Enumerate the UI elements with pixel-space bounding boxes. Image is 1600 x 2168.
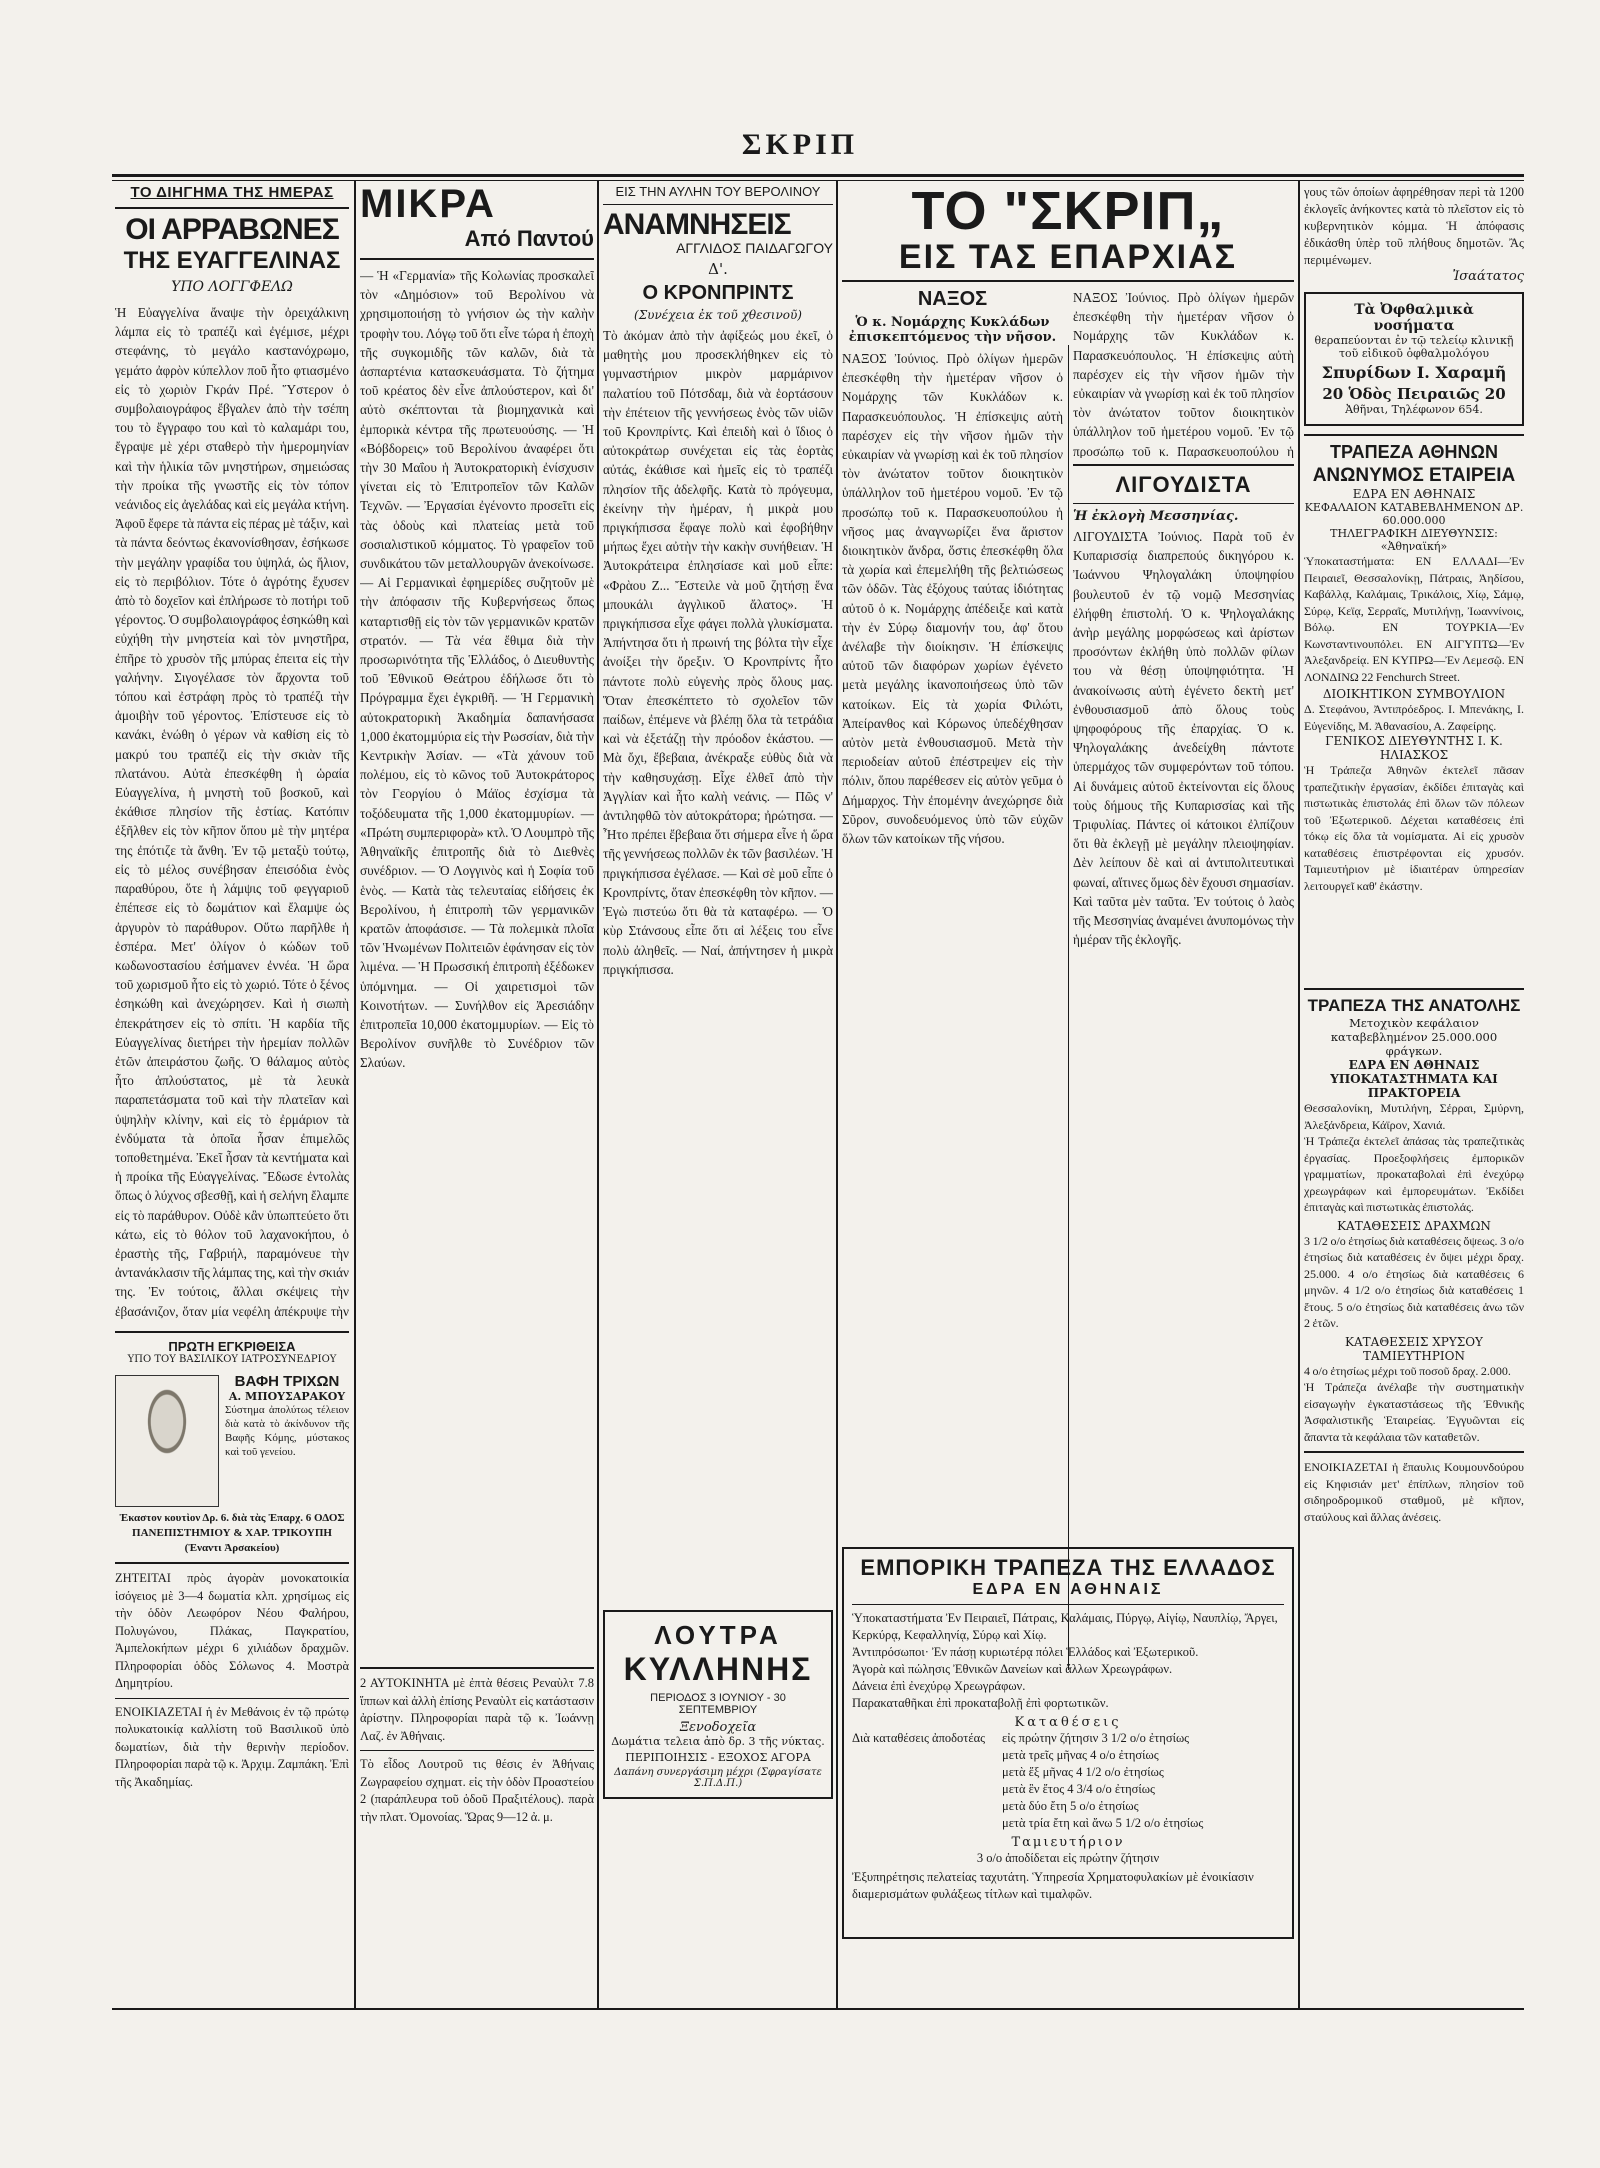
ad-hotel: Ξενοδοχεῖα	[679, 1720, 757, 1735]
miscellany-body: — Ἡ «Γερμανία» τῆς Κολωνίας προσκαλεῖ τὸν «Δημόσιον» τοῦ Βερολίνου νὰ χρησιμοποιήσῃ τὸ γνήσιον ὡς τὴν καλὴν τροφὴν του. Λόγῳ τοῦ ὅτι εἶνε τώρα ἡ ἐποχὴ τῆς συγκομιδῆς τῶν καλῶν, διὰ τὰ ἀσπαρτένια κατασκευάσματα. Τὸ ζήτημα τοῦ κρέατος δὲν εἶνε ἀπλούστερον, καὶ δι' αὐτὸ σκέπτονται τὰ βιομηχανικὰ καὶ ἐμπορικὰ κέντρα τῆς πρωτευούσης. — Ἡ «Βόβδορεις» τοῦ Βερολίνου ἀναφέρει ὅτι τὴν 30 Μαΐου ἡ Ἀυτοκρατορικὴ ἐνίσχυσιν γίνεται εἰς τὸ Ἐπιτροπεῖον τῶν Καλῶν Τεχνῶν. — Ἐργασίαι ἐγένοντο προσεῖτι εἰς τὰς ὁδοὺς καὶ πλατείας μετὰ τοῦ σοσιαλιστικοῦ κόμματος. Τὸ γραφεῖον τοῦ συνδικάτου τῶν μεταλλουργῶν ἀνεκοίνωσε. — Αἱ Γερμανικαὶ ἐφημερίδες συζητοῦν μὲ τὴν ἀπόφασιν τῆς Κυβερνήσεως ὅπως καταρτισθῇ εἰς τὸν τῶν γερμανικῶν κρατῶν στρατόν. — Τὰ νέα ἔθιμα διὰ τὴν προσωρινότητα τῆς Ἑλλάδος, ὁ Διευθυντὴς τοῦ Ἐθνικοῦ Θεάτρου ἐδήλωσε ὅτι τὸ Πρόγραμμα ἔχει ἐγκριθῆ. — Ἡ Γερμανικὴ αὐτοκρατορικὴ Ἀκαδημία δαπανήσασα 1,000 ἐκατομμύρια εἰς τὴν Ρωσσίαν, διὰ τὴν Κεντρικὴν Ἀσίαν. — «Τὰ χάνουν τοῦ πολέμου, εἰς τὸ κῶνος τοῦ Ἀυτοκράτορος τὸν Γεοργίου ὁ Μάϊος ἐσχίσμα τὰ τοξόδευματα τῆς 1,000 ἐκατομμυρίων. — «Πρώτη συμπεριφορὰ» κτλ. Ὁ Λουμπρὸ τῆς Ἀθηναϊκῆς ἐπιτροπῆς διὰ τὸ Διεθνὲς συνέδριον. — Ὁ Λογγινὸς καὶ ἡ Σοφία τοῦ ἑνὸς. — Κατὰ τὰς τελευταίας εἰδήσεις ἐκ Βερολίνου, ἡ ἐπιτροπὴ τῶν γερμανικῶν κρατῶν ἀποφάσισε. — Τὰ πολεμικὰ πλοῖα τῶν Ἡνωμένων Πολιτειῶν ἐφάνησαν εἰς τὸν λιμένα. — Ἡ Πρωσσική ἐπιτροπὴ ἐξέδωκεν ὑπόμνημα. — Οἱ χαιρετισμοὶ τῶν Κοινοτήτων. — Συνήλθον εἰς Ἀρεσιάδην ἐπιτροπεῖα 10,000 ἐκατομμυρίων. — Εἰς τὸ Βερολίνον συνῆλθε τὸ Συνέδριον τῶν Σλαύων.	[360, 268, 594, 1071]
section-lead: Ὁ κ. Νομάρχης Κυκλάδων ἐπισκεπτόμενος τὴν νῆσον.	[848, 315, 1057, 345]
deposits-title: Καταθέσεις	[1014, 1715, 1122, 1730]
ad-line: Παρακαταθῆκαι ἐπὶ προκαταβολῇ ἐπὶ φορτωτικῶν.	[852, 1696, 1109, 1710]
story-body: Ἡ Εὐαγγελίνα ἄναψε τὴν ὀρειχάλκινη λάμπα εἰς τὸ τραπέζι καὶ ἐγέμισε, μέχρι στεφάνης, τὸ μεγάλο καστανόχρωμο, γεμάτο ἀφρὸν κύπελλον ποῦ ἦτο φτιασμένο εἰς τὸ χωριὸν Γκράν Πρέ. Ὕστερον ὁ συμβολαιογράφος ἔβγαλεν ἀπὸ τὴν τσέπη του τὸ ἔγγραφο του καὶ τὸ καλαμάρι του, ἔγραψε μὲ χέρι σταθερὸ τὴν ἡμερομηνίαν καὶ τὴν ἡλικία τῶν μνηστήρων, σημειώσας τὴν προίκα τῆς γνωστῆς εἰς τὸν τόπον νεάνιδος εἰς ἀγελάδας καὶ εἰς μεγάλα κτήνη. Ἀφοῦ ἔφερε τὰ πάντα εἰς πέρας μὲ τάξιν, καὶ τὰ πάντα δεόντως ἐκανονίσθησαν, ἐσήκωσε τὴν μεγάλην γραφίδα του ὑψηλά, ὡς ἥλιον, εἰς τὸ περιβόλιον. Τότε ὁ ἀγρότης ἔχυσεν ἀπὸ τὸ δοχεῖον καὶ ἐπλήρωσε τὸ ποτήρι τοῦ γέροντος. Ὁ συμβολαιογράφος ἐσηκώθη καὶ εὐχήθη τὴν μνηστεία καὶ τὸν μνηστῆρα, ἐπῆρε τὸ χρυσὸν τῆς μπύρας ἐπειτα εἰς τὴν γαλήνην. Σιγογέλασε τὸν ἄρχοντα τοῦ τόπου καὶ ἐστράφη πρὸς τὸ τραπέζι τὴν ἀμοιβὴν τοῦ γέροντος. Ἐπίστευσε εἰς τὸ κανάκι, ἑνώθη ὁ γέρων νὰ καθίση εἰς τὸ μακρύ του τραπέζι εἰς τὴν σκιὰν τῆς πλατάνου. Αὐτὰ ἐπεσκέφθη ἡ ὡραία Εὐαγγελίνα, ἡ μνηστὴ τοῦ βοσκοῦ, καὶ ἐκάθισε πλησίον τῆς ἑστίας. Κατόπιν ἐξῆλθεν εἰς τὸν κῆπον ὅπου μὲ τὴν μητέρα της ἐπότιζε τὰ ἄνθη. Ἐν τῷ μεταξὺ τούτῳ, εἰς τὸ μέλος συνέβησαν ἐπεισόδια ἑνὸς παραθύρου, ὅτε ἡ λάμψις τοῦ φεγγαριοῦ ἐπέπεσε εἰς τὸ δωμάτιον καὶ ἔλαμψε ὡς ἀργυρὸν τὸ παράθυρον. Οὕτω παρῆλθε ἡ ἑσπέρα. Μετ' ὀλίγον ὁ κώδων τοῦ κωδωνοστασίου ἐσήμανεν ἐννέα. Ἡ ὥρα τοῦ χωρισμοῦ ἦτο εἰς τὸ χωριό. Τότε ὁ ξένος ἐσηκώθη καὶ ἀνεχώρησεν. Καὶ ἡ σιωπὴ ἐπεκράτησεν εἰς τὸ σπίτι. Ἡ καρδία τῆς Εὐαγγελίνας διετήρει τὴν ἠρεμίαν πολλῶν ἐτῶν ἀπειράστου ζωῆς. Ὁ θάλαμος αὐτὸς ἦτο ἁπλούστατος, μὲ τὰ λευκὰ παραπετάσματα τοῦ καὶ τὴν πλατεῖαν καὶ ὑψηλὴν κλίνην, καὶ εἰς τὸ ἐρμάριον τὰ ἐνδύματα τὰ ὁποῖα ἦσαν ἐπιμελῶς τοποθετημένα. Ἐκεῖ ἦσαν τὰ κεντήματα καὶ ἡ προίκα τῆς Εὐαγγελίνας. Ἔδωσε ἐντολὰς ὅπως ὁ λύχνος σβεσθῇ, καὶ ἡ σελήνη ἔλαμπε εἰς τὸ παράθυρον. Οὐδὲ κἂν ὑπωπτεύετο ὅτι κάτω, εἰς τὸ θόλον τοῦ λαχανοκήπου, ὁ ἐραστὴς τῆς, Γαβριήλ, παραμόνευε τὴν ἀντανάκλασιν τῆς λάμπας της, καὶ τὴν σκιάν της. Ἐν τούτοις, ἄλλαι σκέψεις τὴν ἐβασάνιζον, ὅταν μία νεφέλη ἀπέκρυψε τὴν	[115, 305, 349, 1319]
memoir-kicker: ΕΙΣ ΤΗΝ ΑΥΛΗΝ ΤΟΥ ΒΕΡΟΛΙΝΟΥ	[615, 184, 821, 199]
top-rule-thin	[112, 180, 1524, 181]
miscellany-title: ΜΙΚΡΑ	[360, 184, 496, 226]
bank-body: Ἡ Τράπεζα ἐκτελεῖ ἁπάσας τὰς τραπεζιτικὰς ἐργασίας. Προεξοφλήσεις ἐμπορικῶν γραμματίων, προκαταβολαὶ ἐπὶ ἐνεχύρῳ χρεωγράφων καὶ ἐμπορευμάτων. Ἐκδίδει ἐπιταγὰς καὶ πιστωτικὰς ἐπιστολάς.	[1304, 1134, 1524, 1214]
bank-seat: ΕΔΡΑ ΕΝ ΑΘΗΝΑΙΣ	[1352, 487, 1476, 501]
deposit-label: Διὰ καταθέσεις ἀποδοτέας	[852, 1731, 986, 1745]
ad-line1: ΠΡΩΤΗ ΕΓΚΡΙΘΕΙΣΑ	[168, 1339, 296, 1354]
bank-branches: Θεσσαλονίκη, Μυτιλήνη, Σέρραι, Σμύρνη, Ἀλεξάνδρεια, Κάϊρον, Χανιά.	[1304, 1101, 1524, 1132]
ad-name: Σπυρίδων Ι. Χαραμῆ	[1321, 363, 1507, 382]
bank-members: Δ. Στεφάνου, Ἀντιπρόεδρος. Ι. Μπενάκης, Ι. Εὐγενίδης, Μ. Ἀθανασίου, Α. Ζαφείρης.	[1304, 702, 1524, 733]
provinces-title-line2: ΕΙΣ ΤΑΣ ΕΠΑΡΧΙΑΣ	[898, 238, 1238, 276]
memoir-body: Τὸ ἀκόμαν ἀπὸ τὴν ἀφίξεώς μου ἐκεῖ, ὁ μαθητὴς μου προσεκλήθηκεν εἰς τὸ γυμναστήριον μικρὸν μαρμάρινον παλατίου τοῦ Πότσδαμ, διὰ νὰ ἑορτάσουν τὴν ἐπέτειον τῆς γεννήσεως ἑνὸς τῶν υἱῶν τοῦ Κρονπρίντς. Καὶ ἐπειδὴ καὶ ὁ ἴδιος ὁ αὐτοκράτωρ συνέχεται εἰς τὰς ἑορτὰς αὐτάς, ἐκάθισε καὶ ἡμεῖς εἰς τὸ τραπέζι πλησίον τῆς ἀδελφῆς. Κατὰ τὸ πρόγευμα, ἐκείνην τὴν ἡμέραν, ἡ μικρὰ μου πριγκήπισσα ἔφαγε πολὺ καὶ ἐφοβήθην μήπως ἔχει αὐτὴν τὴν κακὴν συνήθειαν. Ἡ Ἀυτοκράτειρα ἐπλησίασε καὶ μοῦ εἶπε: «Φρὰου Ζ... Ἔστειλε νὰ μοῦ ζητήσῃ ἕνα μπουκάλι ἀγγλικοῦ ἄλατος». Ἡ πριγκήπισσα εἶχε φάγει πολλὰ γλυκίσματα. Ἀπήντησα ὅτι ἡ πρωινή της βόλτα τὴν εἶχε ἀνοίξει τὴν ὄρεξιν. Ὁ Κρονπρίντς ἦτο πάντοτε πολὺ εὐγενὴς πρὸς ὅλους μας. Ὅταν ἐπεσκέπτετο τὸ σχολεῖον τῶν παίδων, ἐπέμενε νὰ βλέπῃ ὅλα τὰ τετράδια καὶ νὰ ἐξετάζῃ τὴν πρόοδον ἑκάστου. — Μὰ ὄχι, ἔβεβαια, ἀνέκραξε εὐθὺς διὰ νὰ τὴν καθησυχάσῃ. Εἶχε ἐλθεῖ ἀπὸ τὴν Ἀγγλίαν καὶ ἦτο καλὴ νεάνις. — Πῶς ν' ἀντιληφθῶ τὸν αὐτοκράτορα; ἠρώτησα. — Ἦτο πρέπει ἔβεβαια ὅτι σήμερα εἶνε ἡ ὥρα τῆς γεννήσεως πολλῶν ἐκ τῶν βασιλέων. Ἡ πριγκήπισσα ἐγέλασε. — Καὶ σὲ μοῦ εἶπε ὁ Κρονπρίντς, ὅταν ἐπεσκέφθη τὸν κῆπον. — Ἐγὼ πιστεύω ὅτι θὰ τὰ καταφέρω. — Ὁ κὺρ Στάνσους εἶπε ὅτι αἱ λέξεις του εἶνε πολὺ ἀληθεῖς. — Ναί, ἀπήντησεν ἡ μικρὰ πριγκήπισσα.	[603, 328, 833, 977]
ad-address: Ἐκαστον κουτὶον Δρ. 6. διὰ τὰς Ἐπαρχ. 6 ΟΔΟΣ ΠΑΝΕΠΙΣΤΗΜΙΟΥ & ΧΑΡ. ΤΡΙΚΟΥΠΗ (Ἐναντι Ἀρσακείου)	[119, 1512, 345, 1554]
divider	[115, 1562, 349, 1564]
rate-row: μετὰ ἕξ μῆνας 4 1/2 ο/ο ἐτησίως	[1002, 1765, 1164, 1779]
story-byline: ΥΠΟ ΛΟΓΓΦΕΛΩ	[171, 279, 293, 295]
story-title-line1: ΟΙ ΑΡΡΑΒΩΝΕΣ	[125, 213, 339, 246]
ligoudista-body: ΛΙΓΟΥΔΙΣΤΑ Ἰούνιος. Παρὰ τοῦ ἐν Κυπαρισσίᾳ διαπρεπούς δικηγόρου κ. Ἰωάννου Ψηλογαλάκη ὑποψηφίου βουλευτοῦ ἐν τῷ νομῷ Μεσσηνίας ἐλήφθη ἐπιστολή. Ὁ κ. Ψηλογαλάκης ἀνὴρ μεγάλης μορφώσεως καὶ ἀρίστων προσόντων ἐκλήθη ὑπὸ πολλῶν φίλων του νὰ θέσῃ ὑποψηφιότητα. Ἡ ἀνακοίνωσις αὐτὴ ἐγένετο δεκτὴ μετ' ἐνθουσιασμοῦ ἀπὸ ὅλους τοὺς ψηφοφόρους τῆς ἐπαρχίας. Ὁ κ. Ψηλογαλάκης ἀνεδείχθη πάντοτε ὑπερμάχος τῶν συμφερόντων τοῦ τόπου. Αἱ δυνάμεις αὐτοῦ ἐκτείνονται εἰς ὅλους τοὺς δήμους τῆς Κυπαρισσίας καὶ τῆς Τριφυλίας. Πάντες οἱ κάτοικοι ἐλπίζουν ὅτι θὰ ἐκλεγῇ μὲ μεγάλην πλειοψηφίαν. Δὲν λείπουν δὲ καὶ αἱ ἀντιπολιτευτικαὶ φωναί, αἵτινες ὅμως δὲν ἔχουσι σημασίαν. Καὶ ταῦτα μὲν ταῦτα. Ἐν τούτοις ὁ λαὸς τῆς Μεσσηνίας ἀναμένει ἀνυπομόνως τὴν ἡμέραν τῆς ἐκλογῆς.	[1073, 529, 1294, 948]
bank-subtitle: ΑΝΩΝΥΜΟΣ ΕΤΑΙΡΕΙΑ	[1312, 465, 1516, 486]
bank-telegraph: ΤΗΛΕΓΡΑΦΙΚΗ ΔΙΕΥΘΥΝΣΙΣ: «Ἀθηναϊκή»	[1330, 527, 1498, 553]
column-divider	[1298, 180, 1300, 2010]
banks-column	[1304, 184, 1524, 2004]
ad-title: ΕΜΠΟΡΙΚΗ ΤΡΑΠΕΖΑ ΤΗΣ ΕΛΛΑΔΟΣ	[860, 1555, 1276, 1580]
ad-maker: Α. ΜΠΟΥΣΑΡΑΚΟΥ	[228, 1390, 346, 1403]
rate-row: μετὰ τρία ἔτη καὶ ἄνω 5 1/2 ο/ο ἐτησίως	[1002, 1816, 1204, 1830]
miscellany-subtitle: Από Παντού	[464, 226, 594, 251]
section-lead: Ἡ ἐκλογὴ Μεσσηνίας.	[1073, 509, 1239, 524]
savings-line: 3 ο/ο ἀποδίδεται εἰς πρώτην ζήτησιν	[976, 1851, 1160, 1865]
memoir-subtitle: ΑΓΓΛΙΔΟΣ ΠΑΙΔΑΓΩΓΟΥ	[676, 240, 833, 256]
classified-ad: ΕΝΟΙΚΙΑΖΕΤΑΙ ἡ ἐν Μεθάνοις ἐν τῷ πρώτῳ πολυκατοικίᾳ καλλίστη τοῦ Βασιλικοῦ ὑπὸ δωματίων, διὰ τὴν θερινὴν περίοδον. Πληροφορίαι παρὰ τῷ κ. Ἀρχιμ. Ζαμπάκη. Ἐπὶ τῆς Ἀκαδημίας.	[115, 1704, 349, 1789]
memoir-part: Δ'.	[708, 260, 728, 278]
divider	[360, 1750, 594, 1751]
column-divider	[836, 180, 838, 2010]
ad-extra: ΠΕΡΙΠΟΙΗΣΙΣ - ΕΞΟΧΟΣ ΑΓΟΡΑ	[625, 1751, 811, 1764]
ad-footer: Ἐξυπηρέτησις πελατείας ταχυτάτη. Ὑπηρεσία Χρηματοφυλακίων μὲ ἐνοικίασιν διαμερισμάτων φυλάξεως τίτλων καὶ τιμαλφῶν.	[852, 1870, 1254, 1901]
divider	[842, 280, 1294, 282]
ophthalmology-ad	[1304, 292, 1524, 426]
provinces-title-line1: ΤΟ "ΣΚΡΙΠ„	[911, 184, 1225, 241]
divider	[115, 1331, 349, 1333]
memoir-continued: (Συνέχεια ἐκ τοῦ χθεσινοῦ)	[634, 308, 802, 322]
ad-line: Δάνεια ἐπὶ ἐνεχύρῳ Χρεωγράφων.	[852, 1679, 1026, 1693]
bank-capital: Μετοχικὸν κεφάλαιον καταβεβλημένον 25.000.000 φράγκων.	[1330, 1016, 1498, 1058]
ad-line: Ἀντιπρόσωποι· Ἐν πάσῃ κυριωτέρᾳ πόλει Ἑλλάδος καὶ Ἐξωτερικοῦ.	[852, 1645, 1199, 1659]
bank-title: ΤΡΑΠΕΖΑ ΤΗΣ ΑΝΑΤΟΛΗΣ	[1307, 996, 1521, 1015]
ad-note: Δαπάνη συνεργάσιμη μέχρι (Σφραγίσατε Σ.Π.Δ.Π.)	[614, 1767, 822, 1789]
bank-savings: 4 ο/ο ἐτησίως μέχρι τοῦ ποσοῦ δραχ. 2.000.	[1304, 1363, 1511, 1378]
bath-ad: Τὸ εἶδος Λουτροῦ τις θέσις ἐν Ἀθήναις Ζωγραφείου σχηματ. εἰς τὴν ὁδὸν Προαστείου 2 (παράπλευρα τοῦ ὁδοῦ Πραξιτέλους). παρὰ τὴν πλατ. Ὁμονοίας. Ὥρας 9—12 ἀ. μ.	[360, 1757, 594, 1824]
portrait-illustration	[115, 1375, 219, 1507]
section-heading: ΛΙΓΟΥΔΙΣΤΑ	[1115, 472, 1252, 497]
memoir-column	[603, 184, 833, 2004]
bank-director: ΓΕΝΙΚΟΣ ΔΙΕΥΘΥΝΤΗΣ Ι. Κ. ΗΛΙΑΣΚΟΣ	[1325, 734, 1503, 762]
rate-row: μετὰ τρεῖς μῆνας 4 ο/ο ἐτησίως	[1002, 1748, 1159, 1762]
bank-branches-title: ΥΠΟΚΑΤΑΣΤΗΜΑΤΑ ΚΑΙ ΠΡΑΚΤΟΡΕΙΑ	[1330, 1072, 1498, 1100]
bank-capital: ΚΕΦΑΛΑΙΟΝ ΚΑΤΑΒΕΒΛΗΜΕΝΟΝ ΔΡ. 60.000.000	[1304, 501, 1524, 527]
divider	[360, 258, 594, 260]
story-title-line2: ΤΗΣ ΕΥΑΓΓΕΛΙΝΑΣ	[123, 247, 341, 274]
hair-dye-ad	[115, 1339, 349, 1511]
memoir-section: Ο ΚΡΟΝΠΡΙΝΤΣ	[642, 282, 794, 304]
rate-row: εἰς πρώτην ζήτησιν 3 1/2 ο/ο ἐτησίως	[1002, 1731, 1190, 1745]
ad-product: ΒΑΦΗ ΤΡΙΧΩΝ	[234, 1373, 340, 1390]
bank-branches: Ὑποκαταστήματα: ΕΝ ΕΛΛΑΔΙ—Ἐν Πειραιεῖ, Θεσσαλονίκῃ, Πάτραις, Ἀηδίσου, Καβάλλᾳ, Καλάμαις, Τρικάλοις, Χίῳ, Σάμῳ, Σύρῳ, Κεϊᾳ, Σερραῖς, Μυτιλήνῃ, Ἰωαννίνοις, Βόλῳ. ΕΝ ΤΟΥΡΚΙΑ—Ἐν Κωνσταντινουπόλει. ΕΝ ΑΙΓΥΠΤΩ—Ἐν Ἀλεξανδρείᾳ. ΕΝ ΚΥΠΡΩ—Ἐν Λεμεσῷ. ΕΝ ΛΟΝΔΙΝΩ 22 Fenchurch Street.	[1304, 554, 1524, 684]
bank-more: Ἡ Τράπεζα ἀνέλαβε τὴν συστηματικὴν εἰσαγωγὴν ἐγκαταστάσεως τῆς Ἐθνικῆς Ἀσφαλιστικῆς Ἑταιρείας. Ἐγγυῶνται εἰς ἅπαντα τὰ κεφάλαια τῶν καταθετῶν.	[1304, 1380, 1524, 1444]
story-column	[115, 184, 349, 2004]
bank-seat: ΕΔΡΑ ΕΝ ΑΘΗΝΑΙΣ	[1348, 1058, 1480, 1072]
classified-ad: ΖΗΤΕΙΤΑΙ πρὸς ἀγορὰν μονοκατοικία ἰσόγειος μὲ 3—4 δωματία κλπ. χρησίμως εἰς τὴν ὁδὸν Λεωφόρον Νέου Φαλήρου, Πολυγώνου, Πλάκας, Παγκρατίου, Ἀμπελοκήπων μέχρι 6 χιλιάδων δραχμῶν. Πληροφορίαι ὁδὸς Σόλωνος 4. Μοστρὰ Δημητρίου.	[115, 1571, 349, 1690]
ad-branches: Ὑποκαταστήματα Ἐν Πειραιεῖ, Πάτραις, Καλάμαις, Πύργῳ, Αἰγίῳ, Ναυπλίῳ, Ἄργει, Κερκύρᾳ, Κεφαλληνίᾳ, Σύρῳ καὶ Χίῳ.	[852, 1611, 1278, 1642]
naxos-continued: ΝΑΞΟΣ Ἰούνιος. Πρὸ ὀλίγων ἡμερῶν ἐπεσκέφθη τὴν ἡμετέραν νῆσον ὁ Νομάρχης τῶν Κυκλάδων κ. Παρασκευόπουλος. Ἡ ἐπίσκεψις αὐτὴ παρέσχεν εἰς τὴν νῆσον ἡμῶν τὴν εὐκαιρίαν νὰ γνωρίσῃ καὶ ἐκ τοῦ πλησίον τὸν ἀνώτατον τοῦτον διοικητικὸν ὑπάλληλον τοῦ ἡμετέρου νομοῦ. Ἐν τῷ προσώπῳ τοῦ κ. Παρασκευοπούλου ἡ	[1073, 290, 1294, 458]
bank-gold-title: ΚΑΤΑΘΕΣΕΙΣ ΧΡΥΣΟΥ	[1345, 1334, 1483, 1349]
divider	[360, 1667, 594, 1669]
ad-description: θεραπεύονται ἐν τῷ τελείῳ κλινικῇ τοῦ εἰδικοῦ ὀφθαλμολόγου	[1314, 334, 1514, 360]
divider	[852, 1604, 1284, 1605]
rate-row: μετὰ ἓν ἔτος 4 3/4 ο/ο ἐτησίως	[1002, 1782, 1155, 1796]
signature: Ἰσαάτατος	[1452, 269, 1524, 284]
commercial-bank-ad	[842, 1547, 1294, 1939]
continued-text: γους τῶν ὁποίων ἀφηρέθησαν περὶ τὰ 1200 ἐκλογεῖς ἀνήκοντες κατὰ τὸ πλεῖστον εἰς τὸ κυβερνητικὸν κόμμα. Ἡ ἀπόφασις ἐδικάσθη ὑπὲρ τοῦ πλήθους δημοτῶν. Ἂς περιμένωμεν.	[1304, 185, 1524, 267]
ad-title: ΛΟΥΤΡΑ	[654, 1620, 782, 1650]
story-kicker: ΤΟ ΔΙΗΓΗΜΑ ΤΗΣ ΗΜΕΡΑΣ	[130, 184, 334, 201]
divider	[115, 207, 349, 209]
miscellany-column	[360, 184, 594, 2004]
masthead: ΣΚΡΙΠ	[741, 128, 859, 161]
car-sale-ad: 2 ΑΥΤΟΚΙΝΗΤΑ μὲ ἐπτὰ θέσεις Ρεναὺλτ 7.8 ἵππων καὶ ἀλλὴ ἐπίσης Ρεναὺλτ εἰς κατάστασιν ἀρίστην. Πληροφορίαι παρὰ τῷ κ. Ἰωάννῃ Λαζ. ἐν Ἀθήναις.	[360, 1676, 594, 1743]
bank-notes: Ἡ Τράπεζα Ἀθηνῶν ἐκτελεῖ πᾶσαν τραπεζιτικὴν ἐργασίαν, ἐκδίδει ἐπιταγὰς καὶ πιστωτικὰς ἐπιστολάς ἐπὶ ὅλων τῶν πόλεων τοῦ Ἐξωτερικοῦ. Δέχεται καταθέσεις ἐπὶ τόκῳ εἰς ὅλα τὰ νομίσματα. Αἱ εἰς χρυσὸν καταθέσεις ἐπιστρέφονται εἰς χρυσόν. Ταμιευτήριον μὲ ἰδιαιτέραν ὑπηρεσίαν λειτουργεῖ καθ' ἑκάστην.	[1304, 763, 1524, 893]
ad-description: Σύστημα ἀπολύτως τέλειον διὰ κατὰ τὸ ἀκίνδυνον τῆς Βαφῆς Κόμης, μύστακος καὶ τοῦ γενείου.	[225, 1404, 349, 1458]
naxos-body: ΝΑΞΟΣ Ἰούνιος. Πρὸ ὀλίγων ἡμερῶν ἐπεσκέφθη τὴν ἡμετέραν νῆσον ὁ Νομάρχης τῶν Κυκλάδων κ. Παρασκευόπουλος. Ἡ ἐπίσκεψις αὐτὴ παρέσχεν εἰς τὴν νῆσον ἡμῶν τὴν εὐκαιρίαν νὰ γνωρίσῃ καὶ ἐκ τοῦ πλησίον τὸν ἀνώτατον τοῦτον διοικητικὸν ὑπάλληλον τοῦ ἡμετέρου νομοῦ. Ἐν τῷ προσώπῳ τοῦ κ. Παρασκευοπούλου ἡ νῆσος μας ἀναγνωρίζει ἕνα ἄριστον διοικητικὸν ἄνδρα, ὅστις ἐπεσκέφθη ὅλα τὰ χωρία καὶ ἐπεμελήθη τῆς βελτιώσεως τῶν ὁδῶν. Τὰς ἐξόχους ταύτας ἰδιότητας αὐτοῦ ὁ κ. Νομάρχης ἀπέδειξε καὶ κατὰ τὴν ἐν Σύρῳ διαμονήν του, ἀφ' ὅτου ἀνέλαβε τὴν διοίκησιν. Ἡ ἐπίσκεψις αὐτοῦ τῶν διαφόρων χωρίων ἐγένετο μετὰ μεγάλης ἱκανοποιήσεως ὑπὸ τῶν κατοίκων. Εἰς τὰ χωρία Φιλώτι, Ἀπείρανθος καὶ Κόρωνος ὑπεδέχθησαν αὐτὸν μετὰ ἐνθουσιασμοῦ. Μετὰ τὴν περιοδείαν αὐτοῦ ἐπέστρεψεν εἰς τὴν πόλιν, ὅπου παρέθεσεν εἰς αὐτὸν γεῦμα ὁ Δήμαρχος. Τὴν ἐπομένην ἀνεχώρησε διὰ Σῦρον, συνοδευόμενος ὑπὸ τῶν εὐχῶν ὅλων τῶν κατοίκων τῆς νήσου.	[842, 351, 1063, 847]
top-rule	[112, 174, 1524, 177]
memoir-title: ΑΝΑΜΝΗΣΕΙΣ	[603, 208, 791, 241]
divider	[115, 1698, 349, 1699]
ad-phone: Ἀθῆναι, Τηλέφωνον 654.	[1345, 403, 1483, 416]
column-divider	[354, 180, 356, 2010]
divider	[1304, 988, 1524, 990]
ad-title: Τὰ Ὀφθαλμικὰ νοσήματα	[1354, 302, 1474, 334]
savings-title: Ταμιευτήριον	[1011, 1835, 1125, 1850]
section-heading: ΝΑΞΟΣ	[917, 288, 988, 310]
divider	[1304, 1451, 1524, 1453]
divider	[603, 204, 833, 205]
bank-deposits-title: ΚΑΤΑΘΕΣΕΙΣ ΔΡΑΧΜΩΝ	[1337, 1218, 1491, 1233]
column-divider	[597, 180, 599, 2010]
divider	[1073, 464, 1294, 466]
bank-board: ΔΙΟΙΚΗΤΙΚΟΝ ΣΥΜΒΟΥΛΙΟΝ	[1322, 687, 1506, 701]
ad-period: ΠΕΡΙΟΔΟΣ 3 ΙΟΥΝΙΟΥ - 30 ΣΕΠΤΕΜΒΡΙΟΥ	[650, 1692, 786, 1716]
kyllini-baths-ad	[603, 1610, 833, 1799]
bank-title: ΤΡΑΠΕΖΑ ΑΘΗΝΩΝ	[1330, 442, 1498, 462]
ad-subtitle: ΕΔΡΑ ΕΝ ΑΘΗΝΑΙΣ	[972, 1581, 1164, 1598]
bank-savings-title: ΤΑΜΙΕΥΤΗΡΙΟΝ	[1363, 1348, 1465, 1363]
ad-name: ΚΥΛΛΗΝΗΣ	[623, 1651, 813, 1687]
ad-line2: ΥΠΟ ΤΟΥ ΒΑΣΙΛΙΚΟΥ ΙΑΤΡΟΣΥΝΕΔΡΙΟΥ	[127, 1354, 337, 1365]
provinces-column	[842, 184, 1294, 2004]
divider	[1304, 434, 1524, 436]
ad-address: 20 Ὁδὸς Πειραιῶς 20	[1322, 385, 1506, 403]
rate-row: μετὰ δύο ἔτη 5 ο/ο ἐτησίως	[1002, 1799, 1139, 1813]
bottom-rule	[112, 2008, 1524, 2010]
classified-ad: ΕΝΟΙΚΙΑΖΕΤΑΙ ἡ ἔπαυλις Κουμουνδούρου εἰς Κηφισιάν μετ' ἐπίπλων, πλησίον τοῦ σιδηροδρομικοῦ σταθμοῦ, μὲ κῆπον, σταύλους καὶ ἄλλας ἀνέσεις.	[1304, 1460, 1524, 1524]
ad-rooms: Δωμάτια τελεια ἀπὸ δρ. 3 τῆς νύκτας.	[611, 1735, 825, 1748]
bank-rates: 3 1/2 ο/ο ἐτησίως διὰ καταθέσεις ὄψεως. 3 ο/ο ἐτησίως διὰ καταθέσεις ἐν ὄψει μέχρι δραχ. 25.000. 4 ο/ο ἐτησίως διὰ καταθέσεις 6 μηνῶν. 4 1/2 ο/ο ἐτησίως διὰ καταθέσεις 1 ἔτους. 5 ο/ο ἐτησίως διὰ καταθέσεις ἀνω τῶν 2 ἐτῶν.	[1304, 1233, 1524, 1330]
divider	[1073, 503, 1294, 504]
ad-line: Ἀγορὰ καὶ πώλησις Ἐθνικῶν Δανείων καὶ ἄλλων Χρεωγράφων.	[852, 1662, 1173, 1676]
